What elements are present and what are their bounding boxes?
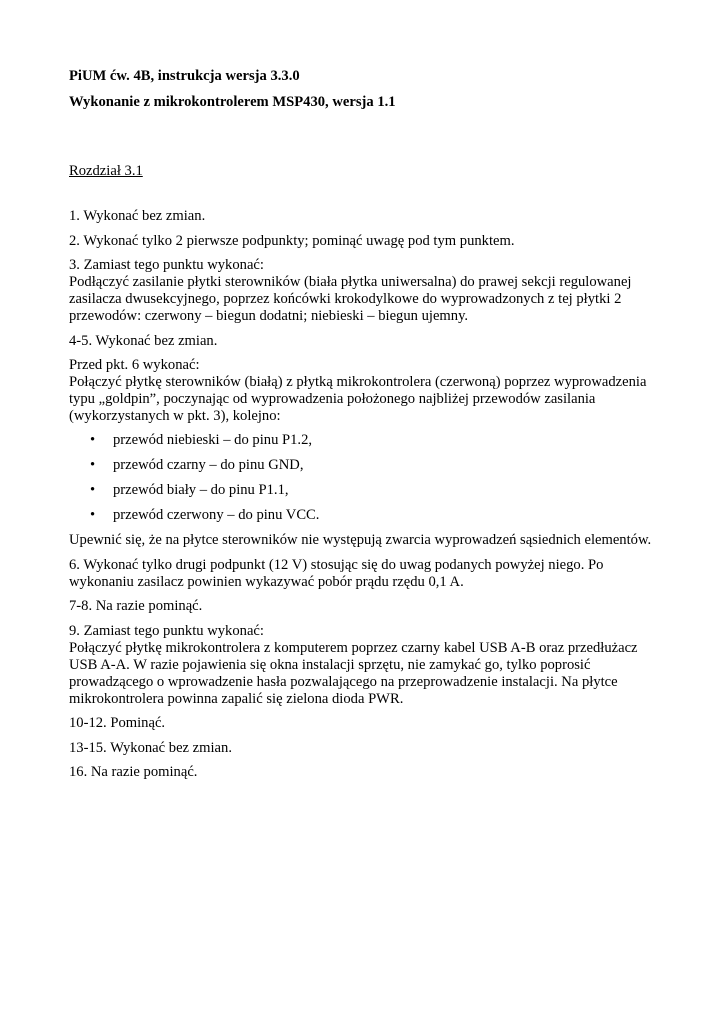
- step-4-5: 4-5. Wykonać bez zmian.: [69, 332, 218, 349]
- step-13-15: 13-15. Wykonać bez zmian.: [69, 739, 232, 756]
- step-10-12: 10-12. Pominąć.: [69, 715, 166, 731]
- pre-step-6: [69, 357, 669, 425]
- step-1: 1. Wykonać bez zmian.: [69, 208, 206, 224]
- list-item-text: przewód biały – do pinu P1.1,: [113, 482, 289, 498]
- step-9-line: Połączyć płytkę mikrokontrolera z komputerem poprzez czarny kabel USB A-B oraz przedłużacz: [69, 639, 638, 656]
- document-page: [69, 68, 669, 781]
- check-note: Upewnić się, że na płytce sterowników nie występują zwarcia wyprowadzeń sąsiednich elementów.: [69, 532, 652, 548]
- step-7-8: 7-8. Na razie pominąć.: [69, 598, 203, 614]
- list-item: [69, 457, 669, 474]
- step-9-line: USB A-A. W razie pojawienia się okna instalacji sprzętu, nie zamykać go, tylko poprosić: [69, 656, 591, 673]
- step-9-line: prowadzącego o wprowadzenie hasła pozwalającego na przeprowadzenie instalacji. Na płytce: [69, 673, 618, 690]
- step-9: [69, 623, 669, 708]
- list-item: [69, 432, 669, 449]
- pre-step-6-line: typu „goldpin”, poczynając od wyprowadzenia położonego najbliżej przewodów zasilania: [69, 391, 596, 407]
- bullet-icon: •: [90, 482, 96, 498]
- step-9-intro: 9. Zamiast tego punktu wykonać:: [69, 622, 264, 639]
- document-subtitle: Wykonanie z mikrokontrolerem MSP430, wersja 1.1: [69, 94, 396, 110]
- step-6-line: 6. Wykonać tylko drugi podpunkt (12 V) stosując się do uwag podanych powyżej niego. Po: [69, 556, 604, 573]
- bullet-icon: •: [90, 432, 96, 448]
- list-item: [69, 507, 669, 524]
- section-heading: Rozdział 3.1: [69, 163, 143, 179]
- pre-step-6-line: (wykorzystanych w pkt. 3), kolejno:: [69, 408, 281, 424]
- step-3-line: przewodów: czerwony – biegun dodatni; niebieski – biegun ujemny.: [69, 308, 469, 324]
- step-3: [69, 257, 669, 325]
- step-3-line: Podłączyć zasilanie płytki sterowników (biała płytka uniwersalna) do prawej sekcji regulowanej: [69, 274, 632, 290]
- list-item-text: przewód niebieski – do pinu P1.2,: [113, 432, 313, 448]
- step-6: [69, 557, 669, 591]
- step-16: 16. Na razie pominąć.: [69, 764, 198, 780]
- step-3-line: zasilacza dwusekcyjnego, poprzez końcówki krokodylkowe do wyprowadzonych z tej płytki 2: [69, 291, 622, 307]
- document-title: PiUM ćw. 4B, instrukcja wersja 3.3.0: [69, 68, 300, 84]
- step-2: 2. Wykonać tylko 2 pierwsze podpunkty; pominąć uwagę pod tym punktem.: [69, 232, 515, 249]
- bullet-icon: •: [90, 507, 96, 523]
- pre-step-6-intro: Przed pkt. 6 wykonać:: [69, 357, 200, 373]
- step-3-intro: 3. Zamiast tego punktu wykonać:: [69, 257, 264, 273]
- list-item: [69, 482, 669, 499]
- pre-step-6-line: Połączyć płytkę sterowników (białą) z płytką mikrokontrolera (czerwoną) poprzez wyprowadzenia: [69, 374, 647, 390]
- wire-list: [69, 432, 669, 524]
- bullet-icon: •: [90, 457, 96, 473]
- list-item-text: przewód czerwony – do pinu VCC.: [113, 507, 320, 523]
- step-6-line: wykonaniu zasilacz powinien wykazywać pobór prądu rzędu 0,1 A.: [69, 573, 464, 590]
- step-9-line: mikrokontrolera powinna zapalić się zielona dioda PWR.: [69, 690, 404, 707]
- list-item-text: przewód czarny – do pinu GND,: [113, 457, 304, 473]
